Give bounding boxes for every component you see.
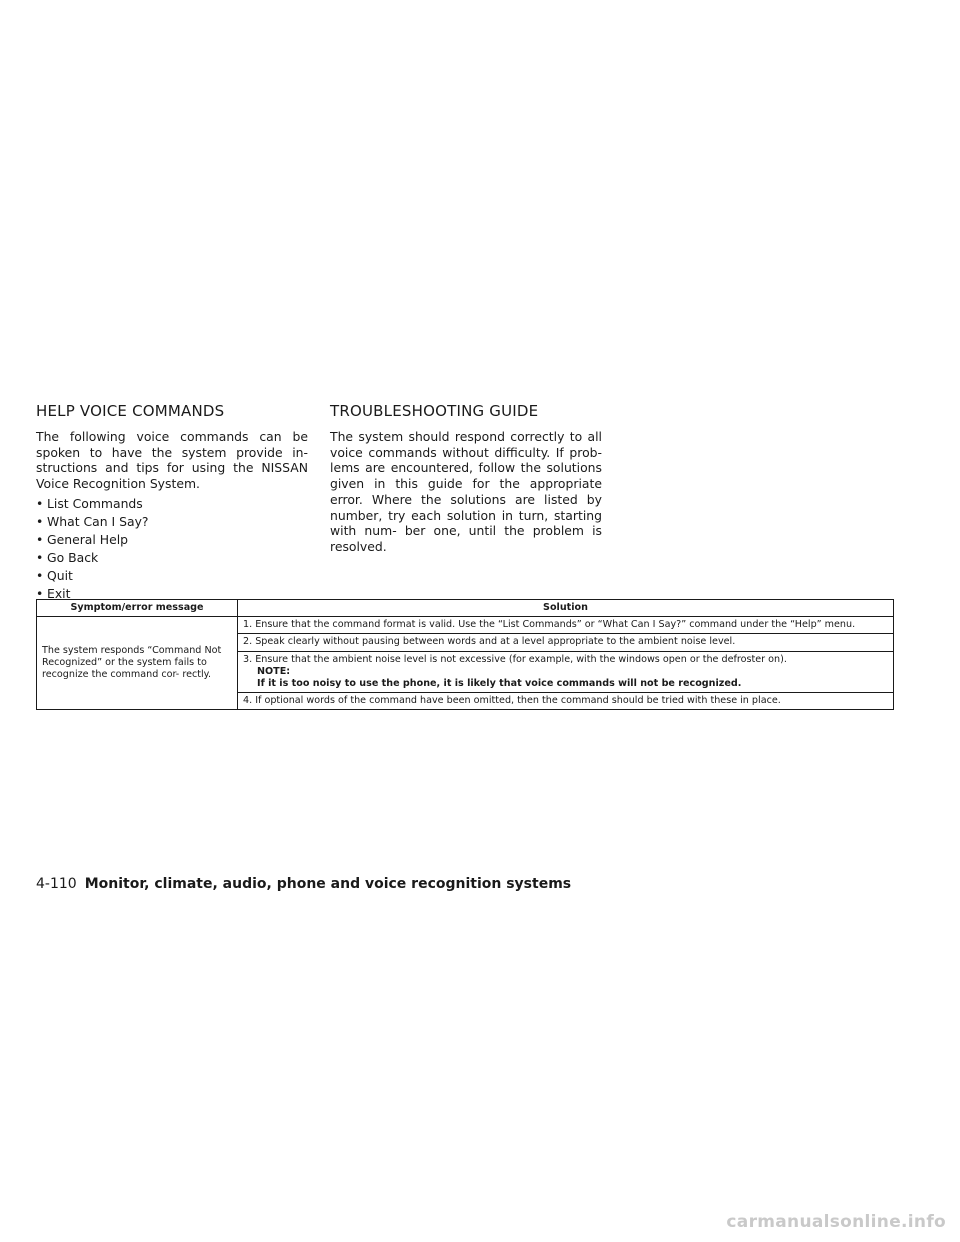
- troubleshooting-table: [36, 599, 894, 710]
- help-intro-paragraph: [36, 429, 308, 492]
- note-text: If it is too noisy to use the phone, it is likely that voice commands will not be recognized.: [257, 678, 742, 690]
- list-item: • General Help: [36, 531, 129, 547]
- bullet-icon: •: [36, 531, 44, 547]
- table-row: [37, 617, 894, 634]
- body-line: The system should respond correctly to all: [330, 429, 602, 444]
- column-header-symptom: Symptom/error message: [37, 600, 238, 617]
- solution-text: 2. Speak clearly without pausing between words and at a level appropriate to the ambient noise level.: [243, 636, 736, 648]
- list-item: • Exit: [36, 585, 71, 601]
- intro-line: structions and tips for using the NISSAN: [36, 460, 308, 476]
- solution-cell: [238, 651, 894, 693]
- list-item: • What Can I Say?: [36, 513, 149, 529]
- note-label: NOTE:: [257, 665, 291, 677]
- section-heading-help: HELP VOICE COMMANDS: [36, 402, 225, 420]
- solution-text: 4. If optional words of the command have been omitted, then the command should be tried with these in place.: [243, 695, 781, 707]
- chapter-title: Monitor, climate, audio, phone and voice recognition systems: [84, 876, 572, 892]
- bullet-icon: •: [36, 585, 44, 601]
- bullet-icon: •: [36, 567, 44, 583]
- column-header-solution: Solution: [238, 600, 894, 617]
- list-item: • Go Back: [36, 549, 99, 565]
- intro-line: Voice Recognition System.: [36, 476, 200, 492]
- intro-line: spoken to have the system provide in-: [36, 444, 308, 460]
- list-item: • List Commands: [36, 495, 143, 511]
- symptom-cell: [37, 617, 238, 710]
- page-footer: [36, 876, 571, 892]
- symptom-line: The system responds “Command: [42, 645, 202, 656]
- section-heading-troubleshooting: TROUBLESHOOTING GUIDE: [330, 402, 539, 420]
- solution-cell: [238, 693, 894, 710]
- troubleshooting-guide-section: [330, 402, 602, 555]
- bullet-icon: •: [36, 495, 44, 511]
- body-line: lems are encountered, follow the solutions: [330, 460, 602, 476]
- symptom-line: rectly.: [182, 669, 212, 681]
- body-line: voice commands without difficulty. If prob-: [330, 444, 602, 460]
- list-item: • Quit: [36, 567, 73, 583]
- body-line: try each solution in turn, starting with num-: [330, 507, 602, 539]
- intro-line: The following voice commands can be: [36, 429, 308, 444]
- body-line: given in this guide for the appropriate error.: [330, 476, 602, 507]
- watermark: carmanualsonline.info: [726, 1212, 946, 1232]
- page-number: 4-110: [36, 876, 77, 892]
- command-list: [36, 495, 308, 603]
- solution-text: 3. Ensure that the ambient noise level is not excessive (for example, with the windows open or the defroster on).: [243, 653, 787, 665]
- solution-text: 1. Ensure that the command format is valid. Use the “List Commands” or “What Can I Say?” command under the “Help” menu.: [243, 619, 856, 631]
- troubleshooting-paragraph: [330, 429, 602, 555]
- body-line: Where the solutions are listed by number,: [330, 491, 602, 523]
- help-voice-commands-section: [36, 402, 308, 603]
- body-line: ber one, until the problem is resolved.: [330, 523, 602, 554]
- table-header-row: [37, 600, 894, 617]
- bullet-icon: •: [36, 549, 44, 565]
- solution-cell: [238, 617, 894, 634]
- symptom-line: Not Recognized” or the system fails: [42, 645, 222, 669]
- solution-cell: [238, 634, 894, 651]
- symptom-line: to recognize the command cor-: [42, 657, 207, 681]
- bullet-icon: •: [36, 513, 44, 529]
